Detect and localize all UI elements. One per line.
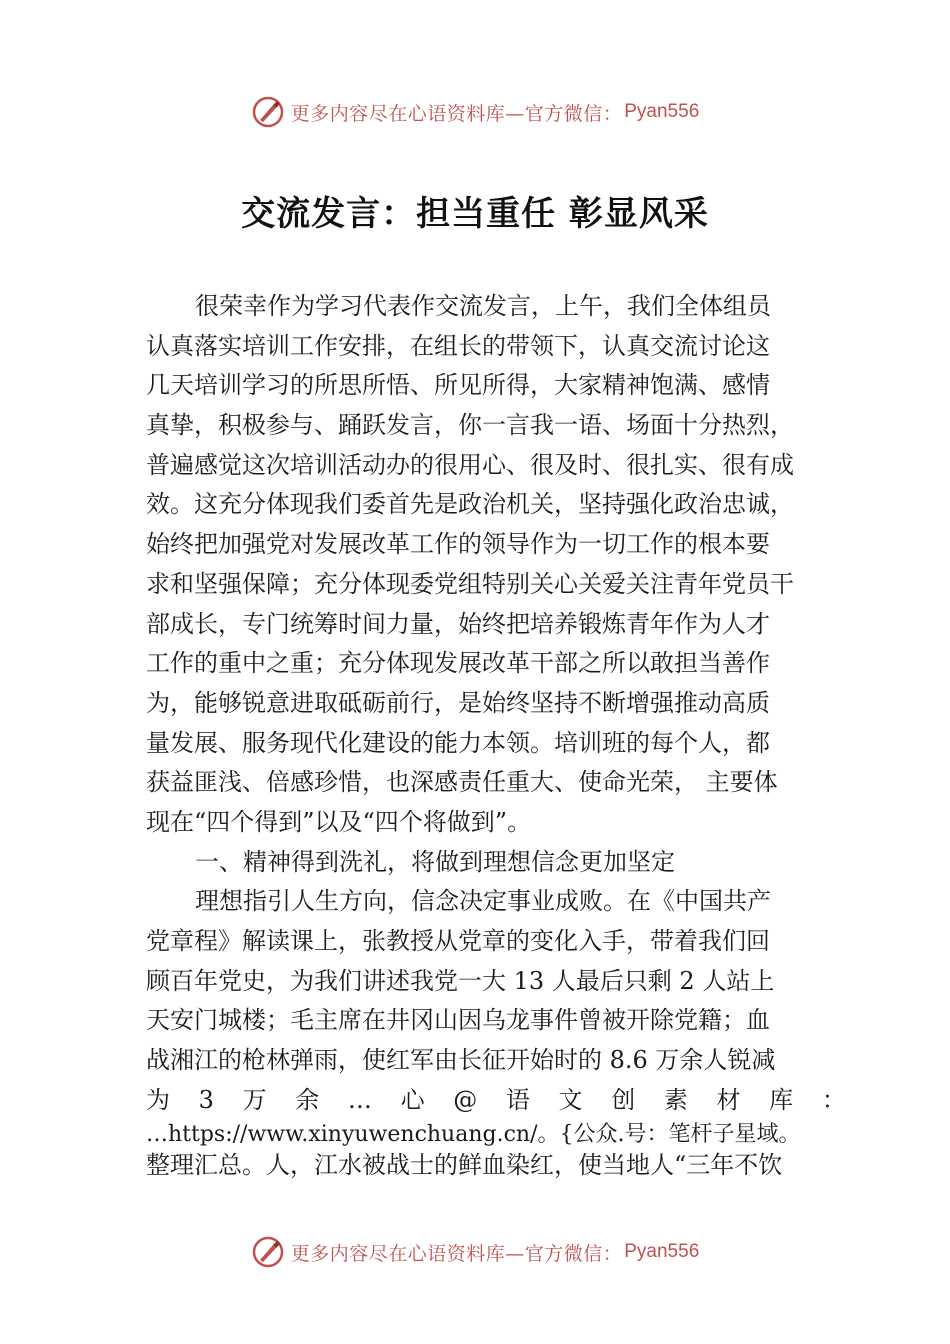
spread-char: 3: [198, 1085, 214, 1114]
spread-char: 素: [663, 1085, 688, 1114]
text-line: 现在“四个得到”以及“四个将做到”。: [146, 807, 532, 836]
text-line: 获益匪浅、倍感珍惜，也深感责任重大、使命光荣， 主要体: [146, 768, 778, 797]
text-line: 求和坚强保障；充分体现委党组特别关心关爱关注青年党员干: [146, 569, 794, 598]
pen-logo-icon: [251, 95, 285, 129]
text-line: 很荣幸作为学习代表作交流发言，上午，我们全体组员: [195, 292, 771, 320]
pen-logo-icon: [251, 1235, 285, 1269]
spread-char: 文: [558, 1085, 583, 1114]
spread-char: …: [347, 1085, 372, 1114]
text-line: 天安门城楼；毛主席在井冈山因乌龙事件曾被开除党籍；血: [146, 1006, 770, 1035]
text-line: 普遍感觉这次培训活动办的很用心、很及时、很扎实、很有成: [146, 450, 794, 479]
url-line: …https://www.xinyuwenchuang.cn/。{公众.号：笔杆子星域。: [146, 1122, 801, 1148]
header-banner: [0, 92, 950, 132]
text-line: 效。这充分体现我们委首先是政治机关，坚持强化政治忠诚，: [146, 490, 794, 519]
text-line: 整理汇总。人，江水被战士的鲜血染红，使当地人“三年不饮: [146, 1151, 783, 1180]
spread-char: 创: [611, 1085, 636, 1114]
text-line: 战湘江的枪林弹雨，使红军由长征开始时的 8.6 万余人锐减: [146, 1046, 776, 1075]
text-line: 一、精神得到洗礼，将做到理想信念更加坚定: [195, 847, 675, 876]
spread-char: 万: [242, 1085, 267, 1114]
spread-char: ：: [821, 1085, 846, 1114]
document-title: 交流发言：担当重任 彰显风采: [241, 194, 709, 234]
text-line: 为，能够锐意进取砥砺前行，是始终坚持不断增强推动高质: [146, 688, 770, 717]
spread-char: 心: [400, 1085, 425, 1114]
text-line: 顾百年党史，为我们讲述我党一大 13 人最后只剩 2 人站上: [146, 966, 775, 995]
text-line: 几天培训学习的所思所悟、所见所得，大家精神饱满、感情: [146, 371, 770, 400]
spread-text-line: [146, 1081, 846, 1121]
spread-char: 材: [716, 1085, 741, 1114]
document-body: [146, 287, 846, 1180]
spread-char: 库: [769, 1085, 794, 1114]
spread-char: @: [453, 1085, 478, 1114]
text-line: 认真落实培训工作安排，在组长的带领下，认真交流讨论这: [146, 331, 770, 360]
text-line: 理想指引人生方向，信念决定事业成败。在《中国共产: [195, 887, 771, 916]
text-line: 真挚，积极参与、踊跃发言，你一言我一语、场面十分热烈，: [146, 411, 794, 440]
footer-banner: [0, 1232, 950, 1272]
spread-char: 余: [295, 1085, 320, 1114]
banner-text: 更多内容尽在心语资料库—官方微信：: [290, 1242, 623, 1265]
spread-char: 为: [146, 1085, 170, 1114]
text-line: 工作的重中之重；充分体现发展改革干部之所以敢担当善作: [146, 649, 770, 678]
text-line: 党章程》解读课上，张教授从党章的变化入手，带着我们回: [146, 927, 770, 955]
banner-wechat: Pyan556: [624, 1241, 700, 1262]
text-line: 始终把加强党对发展改革工作的领导作为一切工作的根本要: [146, 530, 770, 559]
text-line: 量发展、服务现代化建设的能力本领。培训班的每个人，都: [146, 728, 770, 757]
banner-text: 更多内容尽在心语资料库—官方微信：: [290, 102, 623, 125]
banner-wechat: Pyan556: [624, 101, 700, 122]
text-line: 部成长，专门统筹时间力量，始终把培养锻炼青年作为人才: [146, 609, 770, 638]
spread-char: 语: [505, 1085, 530, 1114]
